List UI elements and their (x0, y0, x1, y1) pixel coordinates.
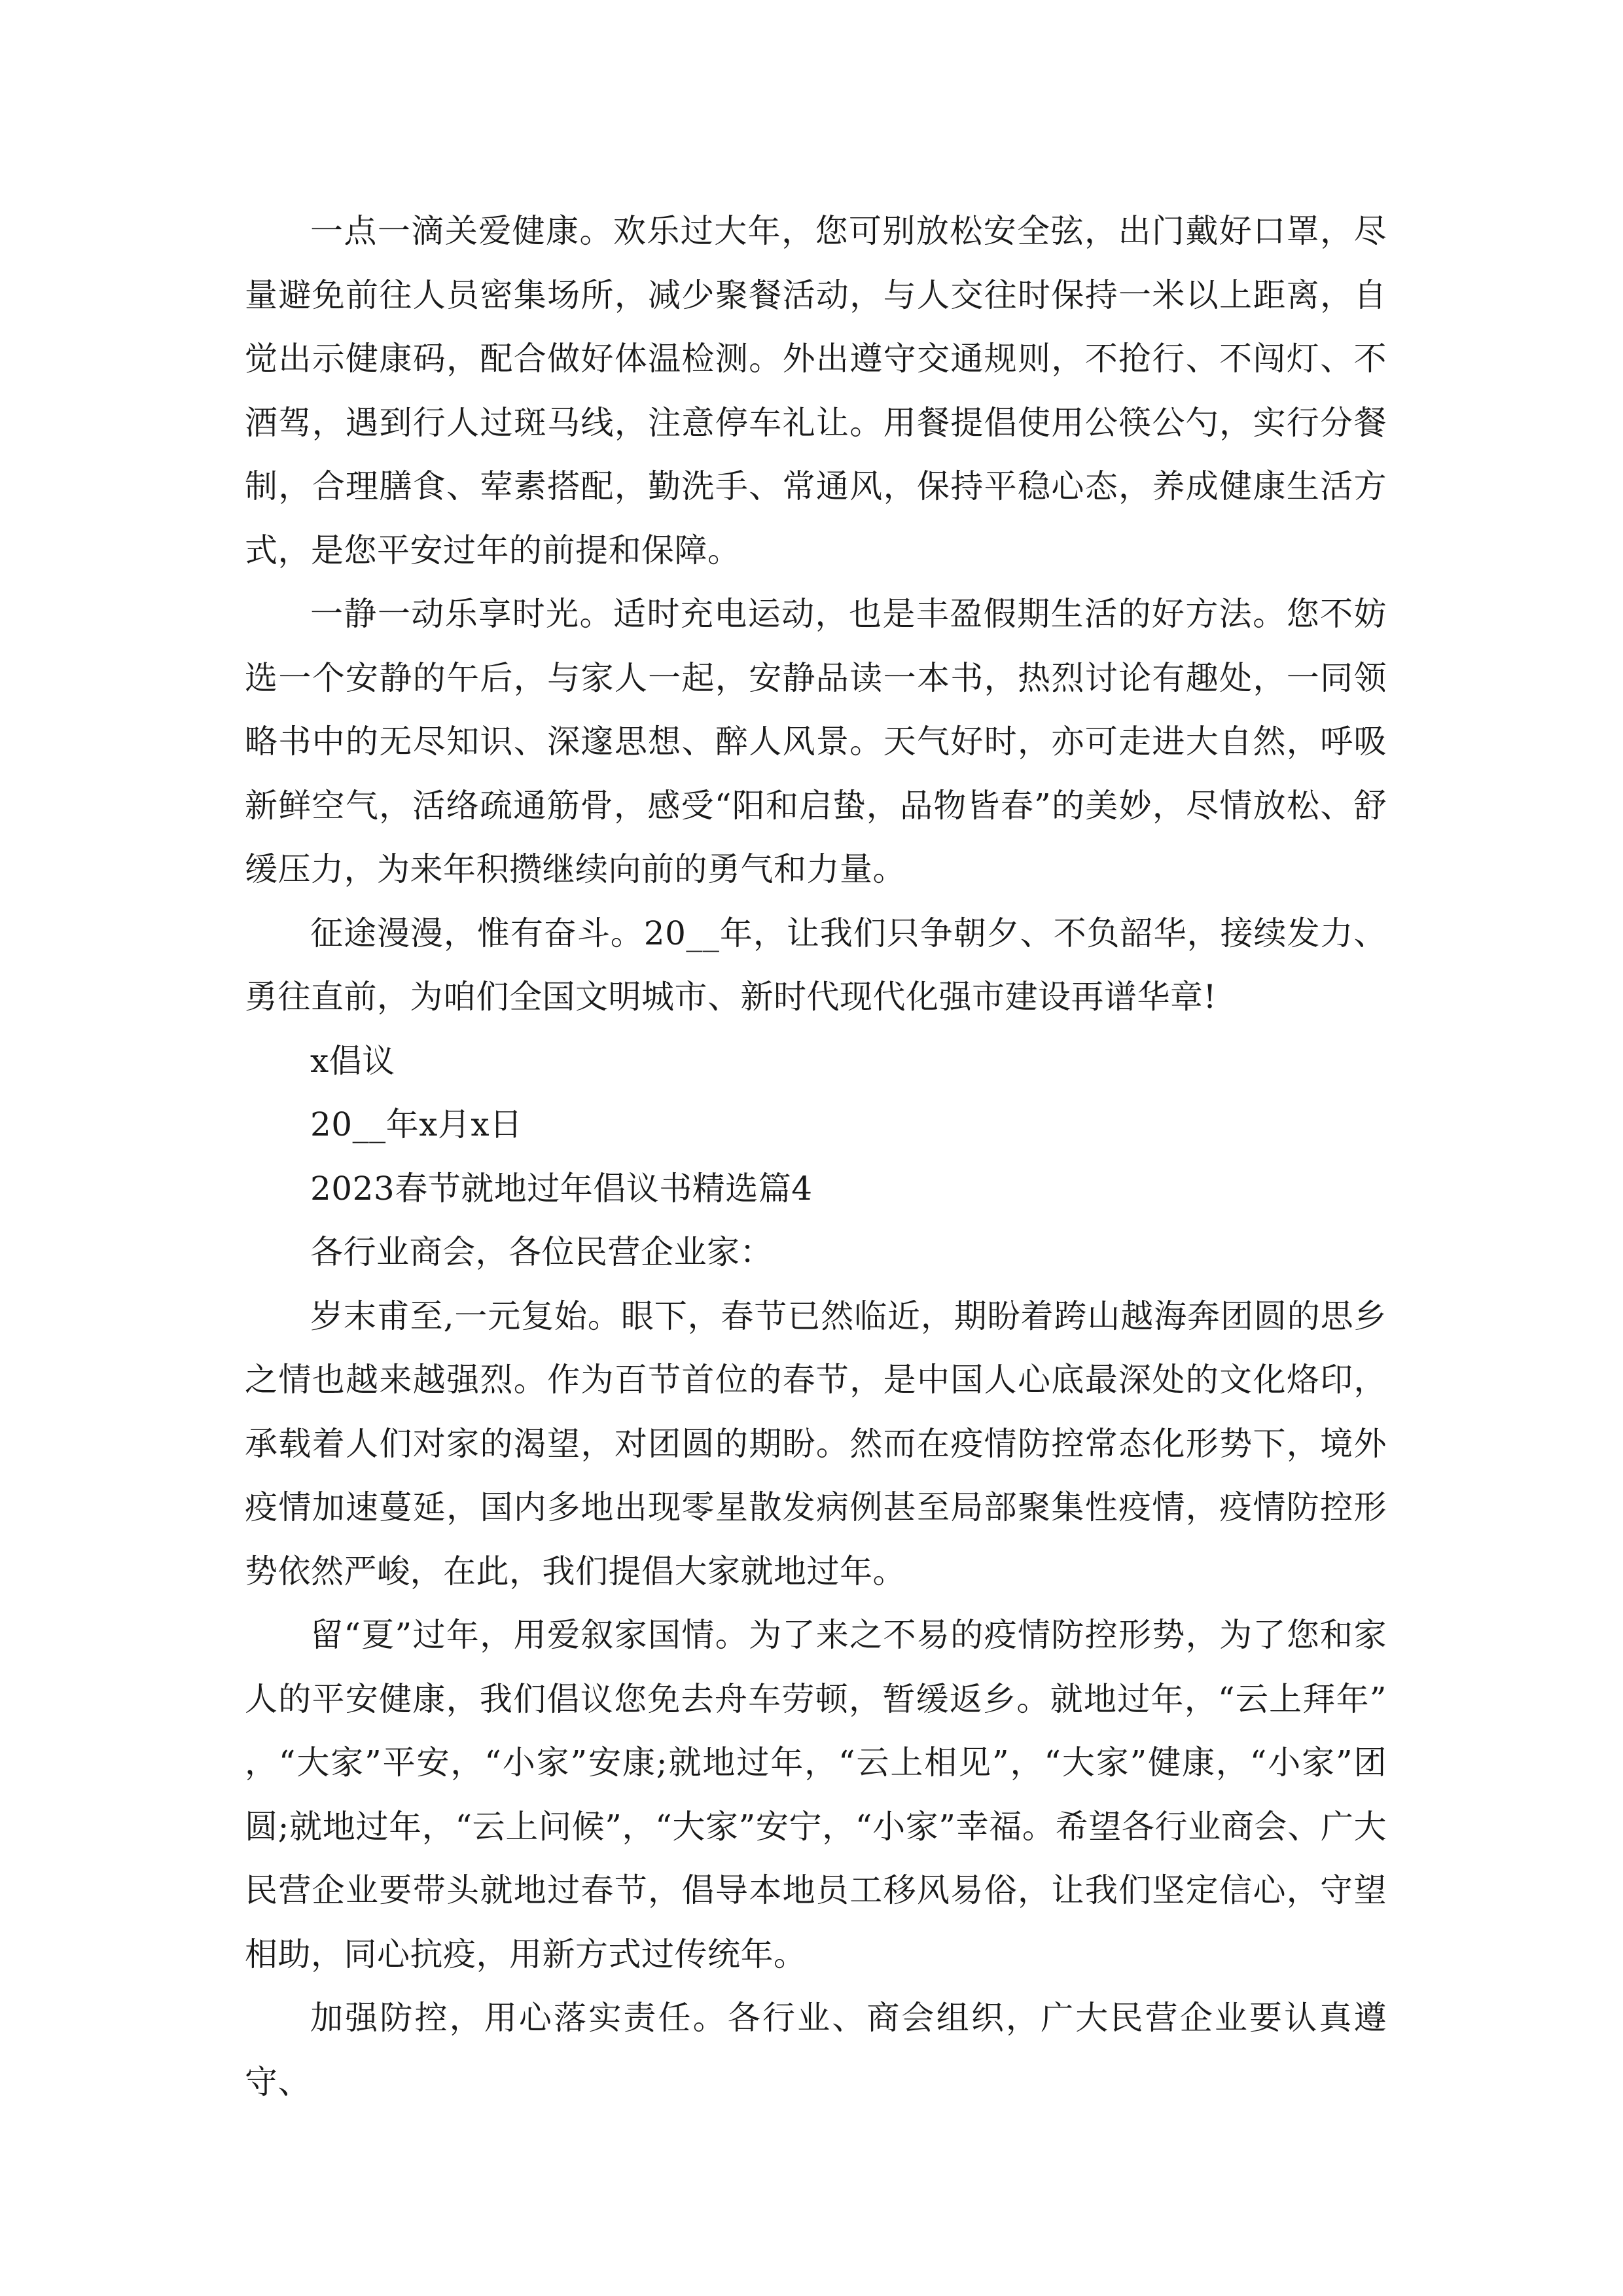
date-line: 20__年x月x日 (310, 1105, 523, 1143)
paragraph-prevention: 加强防控，用心落实责任。各行业、商会组织，广大民营企业要认真遵守、 (245, 1999, 1387, 2101)
paragraph-intro: 岁末甫至,一元复始。眼下，春节已然临近，期盼着跨山越海奔团圆的思乡之情也越来越强烈。作为百节首位的春节，是中国人心底最深处的文化烙印，承载着人们对家的渴望，对团圆的期盼。然而在疫情防控常态化形势下，境外疫情加速蔓延，国内多地出现零星散发病例甚至局部聚集性疫情，疫情防控形势依然严峻，在此，我们提倡大家就地过年。 (245, 1297, 1387, 1590)
paragraph-health: 一点一滴关爱健康。欢乐过大年，您可别放松安全弦，出门戴好口罩，尽量避免前往人员密集场所，减少聚餐活动，与人交往时保持一米以上距离，自觉出示健康码，配合做好体温检测。外出遵守交通规则，不抢行、不闯灯、不酒驾，遇到行人过斑马线，注意停车礼让。用餐提倡使用公筷公勺，实行分餐制，合理膳食、荤素搭配，勤洗手、常通风，保持平稳心态，养成健康生活方式，是您平安过年的前提和保障。 (245, 212, 1387, 569)
paragraph-leisure: 一静一动乐享时光。适时充电运动，也是丰盈假期生活的好方法。您不妨选一个安静的午后，与家人一起，安静品读一本书，热烈讨论有趣处，一同领略书中的无尽知识、深邃思想、醉人风景。天气好时，亦可走进大自然，呼吸新鲜空气，活络疏通筋骨，感受“阳和启蛰，品物皆春”的美妙，尽情放松、舒缓压力，为来年积攒继续向前的勇气和力量。 (245, 595, 1387, 888)
salutation: 各行业商会，各位民营企业家： (310, 1233, 773, 1271)
section-title: 2023春节就地过年倡议书精选篇4 (310, 1169, 813, 1208)
paragraph-stay-home: 留“夏”过年，用爱叙家国情。为了来之不易的疫情防控形势，为了您和家人的平安健康，我们倡议您免去舟车劳顿，暂缓返乡。就地过年，“云上拜年” ，“大家”平安，“小家”安康;就地过年，“云上相见”，“大家”健康，“小家”团圆;就地过年，“云上问候”，“大家”安宁，“小家”幸福。希望各行业商会、广大民营企业要带头就地过春节，倡导本地员工移风易俗，让我们坚定信心，守望相助，同心抗疫，用新方式过传统年。 (245, 1616, 1387, 1973)
paragraph-closing: 征途漫漫，惟有奋斗。20__年，让我们只争朝夕、不负韶华，接续发力、勇往直前，为咱们全国文明城市、新时代现代化强市建设再谱华章! (245, 914, 1387, 1016)
document-body (245, 200, 1387, 2114)
signature-line: x倡议 (310, 1041, 395, 1080)
